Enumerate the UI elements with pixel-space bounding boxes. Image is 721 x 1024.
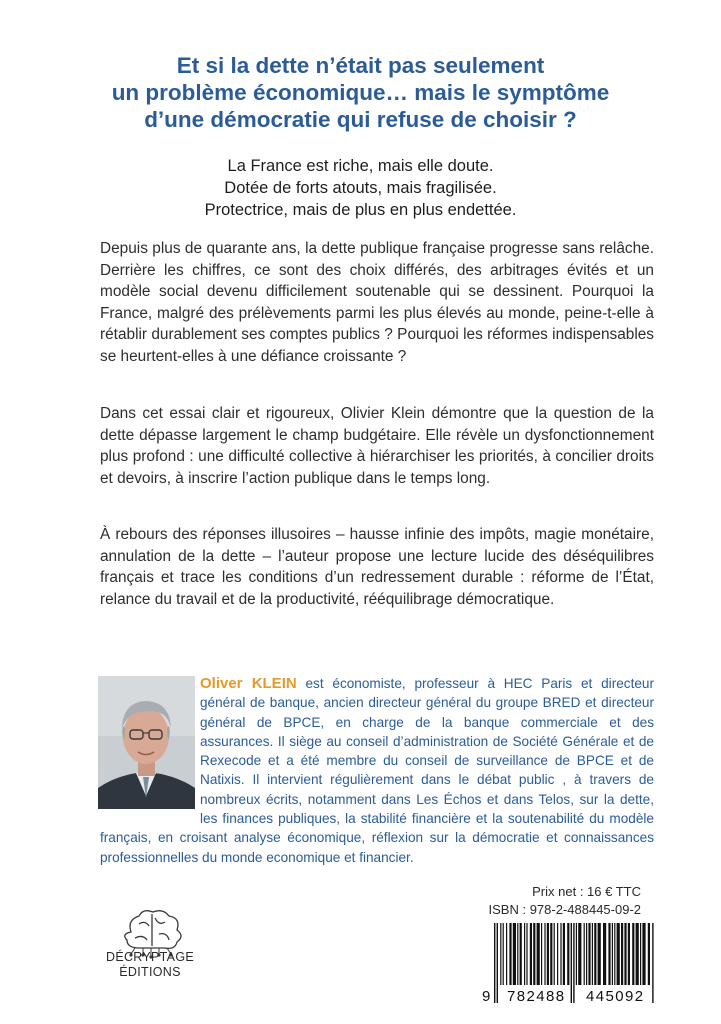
barcode-bar	[586, 923, 587, 985]
barcode-bar	[503, 923, 504, 985]
barcode-bar	[642, 923, 645, 985]
barcode-bar	[513, 923, 516, 985]
barcode-bar	[567, 923, 569, 985]
headline-line-2: un problème économique… mais le symptôme	[111, 80, 610, 105]
barcode-bar	[537, 923, 540, 985]
barcode-bar	[526, 923, 527, 985]
barcode-bar	[636, 923, 639, 985]
barcode-bar	[530, 923, 532, 985]
barcode-bar	[617, 923, 620, 985]
barcode-bar	[571, 923, 572, 1003]
publisher-name-line-1: DÉCRYPTAGE	[106, 950, 194, 964]
barcode-bar	[594, 923, 596, 985]
barcode-bar	[494, 923, 495, 1003]
barcode-bar	[632, 923, 634, 985]
headline-line-1: Et si la dette n’était pas seulement	[176, 53, 545, 78]
barcode-bar	[648, 923, 650, 985]
barcode-digits-group-2: 445092	[586, 988, 645, 1005]
barcode-bar	[524, 923, 525, 985]
barcode-bar	[578, 923, 581, 985]
barcode-bar	[612, 923, 613, 985]
barcode-bar	[621, 923, 623, 985]
barcode-bar	[608, 923, 610, 985]
barcode-bar	[603, 923, 606, 985]
author-bio	[100, 674, 654, 867]
publisher-name-line-2: ÉDITIONS	[119, 965, 181, 979]
barcode-bar	[628, 923, 630, 985]
barcode-bar	[573, 923, 574, 1003]
barcode-bar	[584, 923, 585, 985]
barcode-bar	[560, 923, 561, 985]
author-name: Oliver KLEIN	[200, 675, 297, 692]
price-label: Prix net : 16 € TTC	[532, 884, 641, 899]
barcode-bar	[652, 923, 653, 1003]
body-paragraph-1: Depuis plus de quarante ans, la dette publique française progresse sans relâche. Derrière les chiffres, ce sont des choix différés, des arbitrages évités et un modèle social devenu difficilement soutenable qui se dessinent. Pourquoi la France, malgré des prélèvements parmi les plus élevés au monde, peine-t-elle à rétablir durablement ses comptes publics ? Pourquoi les réformes indispensables se heurtent-elles à une défiance croissante ?	[100, 240, 654, 365]
barcode-bar	[624, 923, 626, 985]
barcode-bar	[588, 923, 590, 985]
barcode-bar	[563, 923, 565, 985]
barcode-bar	[614, 923, 615, 985]
barcode-bar	[544, 923, 545, 985]
barcode-bar	[533, 923, 535, 985]
tagline-line-3: Protectrice, mais de plus en plus endettée.	[204, 201, 517, 219]
barcode-bar	[497, 923, 498, 1003]
barcode-bar	[517, 923, 518, 985]
barcode-bar	[520, 923, 522, 985]
barcode-bar	[557, 923, 558, 985]
tagline	[60, 155, 661, 221]
barcode-bar	[640, 923, 641, 985]
barcode-bar	[554, 923, 555, 985]
body-paragraph-3: À rebours des réponses illusoires – hausse infinie des impôts, magie monétaire, annulation de la dette – l’auteur propose une lecture lucide des déséquilibres français et trace les conditions d’un redressement durable : réforme de l’État, relance du travail et de la productivité, rééquilibrage démocratique.	[100, 526, 654, 608]
barcode-digit-first: 9	[482, 988, 492, 1005]
isbn-label: ISBN : 978-2-488445-09-2	[488, 902, 641, 917]
tagline-line-1: La France est riche, mais elle doute.	[227, 157, 494, 175]
price-block	[489, 883, 641, 919]
barcode-digits-group-1: 782488	[507, 988, 566, 1005]
barcode-bar	[576, 923, 577, 985]
publisher-logo-text	[90, 950, 210, 980]
barcode-bar	[541, 923, 542, 985]
barcode-bar	[550, 923, 552, 985]
body-paragraph-2: Dans cet essai clair et rigoureux, Olivier Klein démontre que la question de la dette dépasse largement le champ budgétaire. Elle révèle un dysfonctionnement plus profond : une difficulté collective à hiérarchiser les priorités, à concilier droits et devoirs, à inscrire l’action publique dans le temps long.	[100, 405, 654, 487]
barcode-bar	[500, 923, 501, 985]
barcode-bar	[592, 923, 593, 985]
barcode-bar	[506, 923, 507, 985]
headline-line-3: d’une démocratie qui refuse de choisir ?	[144, 107, 577, 132]
cover-headline	[40, 52, 681, 133]
author-bio-text: est économiste, professeur à HEC Paris et directeur général de banque, ancien directeur général du groupe BRED et directeur général de BPCE, en charge de la banque commerciale et des assurances. Il siège au conseil d’administration de Société Générale et de Rexecode et a été membre du conseil de surveillance de BPCE et de Natixis. Il intervient régulièrement dans le débat public , à travers de nombreux écrits, notamment dans Les Échos et dans Telos, sur la dette, les finances publiques, la stabilité financière et la soutenabilité du modèle français, en croisant analyse économique, réflexion sur la démocratie et connaissances professionnelles du monde economique et financier.	[100, 676, 654, 865]
barcode-bar	[598, 923, 601, 985]
bio-photo-spacer	[100, 674, 200, 810]
barcode-bar	[509, 923, 511, 985]
tagline-line-2: Dotée de forts atouts, mais fragilisée.	[224, 179, 497, 197]
barcode-bar	[547, 923, 549, 985]
